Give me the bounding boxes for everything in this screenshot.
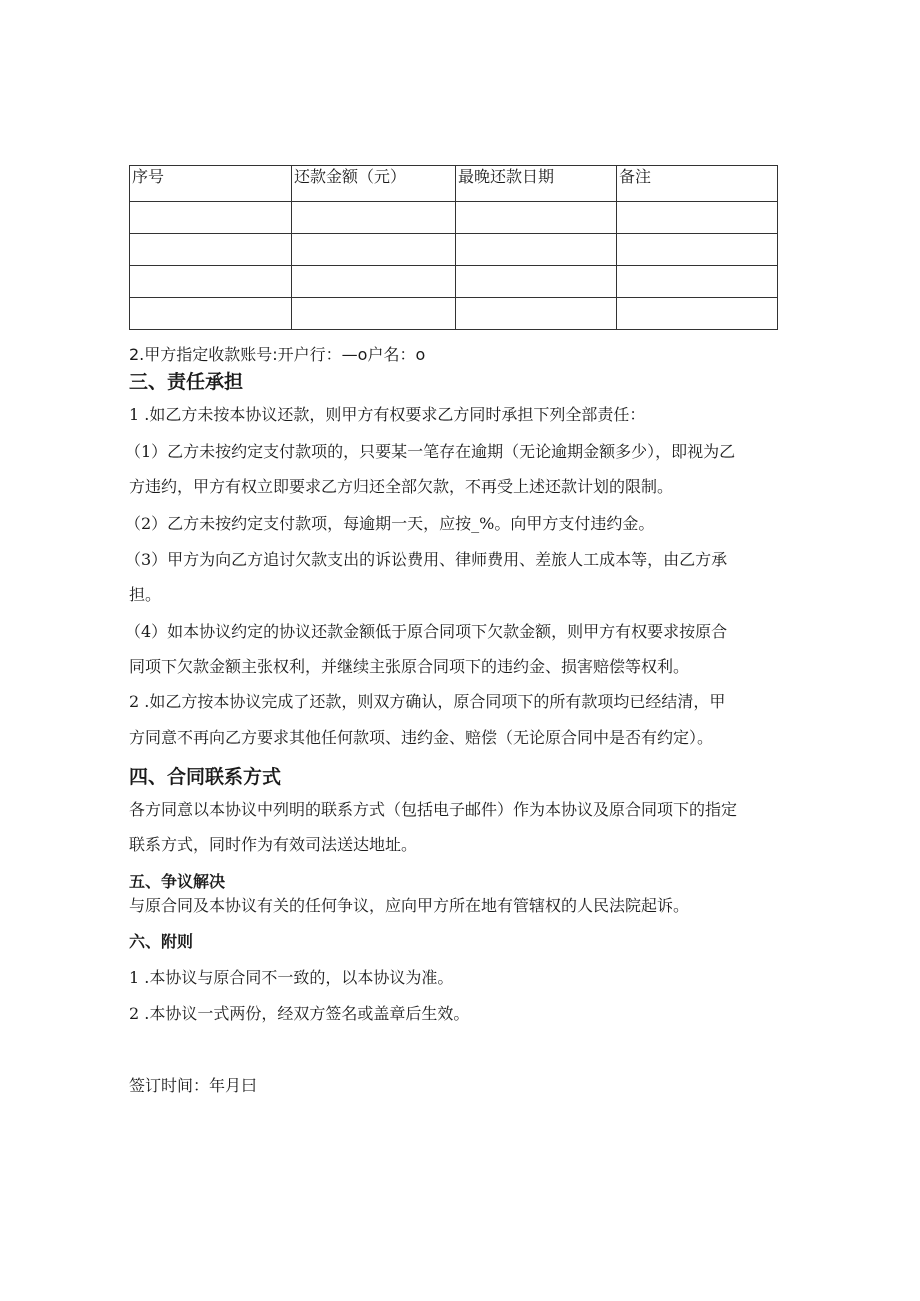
table-cell: [456, 202, 617, 234]
section-6-title: 六、附则: [129, 932, 194, 951]
table-cell: [617, 266, 778, 298]
table-cell: [292, 298, 456, 330]
table-cell: [292, 266, 456, 298]
table-cell: [130, 266, 292, 298]
section-3-sub-4-line-1: （4）如本协议约定的协议还款金额低于原合同项下欠款金额，则甲方有权要求按原合: [125, 622, 728, 641]
table-cell: [617, 298, 778, 330]
section-3-title: 三、责任承担: [129, 371, 244, 393]
table-cell: [130, 298, 292, 330]
section-4-title: 四、合同联系方式: [129, 766, 282, 788]
table-cell: [456, 266, 617, 298]
table-row: [130, 202, 778, 234]
section-4-line-1: 各方同意以本协议中列明的联系方式（包括电子邮件）作为本协议及原合同项下的指定: [129, 800, 738, 819]
table-cell: [292, 234, 456, 266]
table-row: [130, 266, 778, 298]
table-cell: [292, 202, 456, 234]
section-5-line-1: 与原合同及本协议有关的任何争议，应向甲方所在地有管辖权的人民法院起诉。: [129, 896, 690, 915]
section-3-sub-3-line-1: （3）甲方为向乙方追讨欠款支出的诉讼费用、律师费用、差旅人工成本等，由乙方承: [125, 550, 728, 569]
table-cell: [130, 202, 292, 234]
section-3-item-2-line-1: 2 .如乙方按本协议完成了还款，则双方确认，原合同项下的所有款项均已经结清，甲: [129, 692, 726, 711]
table-cell: [617, 234, 778, 266]
table-row: [130, 234, 778, 266]
table-cell: [617, 202, 778, 234]
section-3-sub-2: （2）乙方未按约定支付款项，每逾期一天，应按_%。向甲方支付违约金。: [125, 514, 655, 533]
section-6-item-2: 2 .本协议一式两份，经双方签名或盖章后生效。: [129, 1004, 470, 1023]
section-3-sub-4-line-2: 同项下欠款金额主张权利，并继续主张原合同项下的违约金、损害赔偿等权利。: [129, 657, 690, 676]
header-remarks: 备注: [617, 166, 778, 202]
section-5-title: 五、争议解决: [129, 872, 226, 891]
section-4-line-2: 联系方式，同时作为有效司法送达地址。: [129, 835, 418, 854]
header-serial: 序号: [130, 166, 292, 202]
header-due-date: 最晚还款日期: [456, 166, 617, 202]
section-6-item-1: 1 .本协议与原合同不一致的，以本协议为准。: [129, 968, 454, 987]
table-cell: [130, 234, 292, 266]
section-3-item-1: 1 .如乙方未按本协议还款，则甲方有权要求乙方同时承担下列全部责任：: [129, 405, 646, 424]
section-3-sub-1-line-2: 方违约，甲方有权立即要求乙方归还全部欠款，不再受上述还款计划的限制。: [129, 477, 674, 496]
table-cell: [456, 234, 617, 266]
table-cell: [456, 298, 617, 330]
section-3-sub-1-line-1: （1）乙方未按约定支付款项的，只要某一笔存在逾期（无论逾期金额多少），即视为乙: [125, 442, 736, 461]
section-3-sub-3-line-2: 担。: [129, 585, 162, 604]
table-row: [130, 298, 778, 330]
payee-account-line: 2.甲方指定收款账号:开户行：—o户名：o: [129, 345, 426, 364]
header-amount: 还款金额（元）: [292, 166, 456, 202]
signing-date: 签订时间：年月曰: [129, 1076, 258, 1095]
table-header-row: [130, 166, 778, 202]
section-3-item-2-line-2: 方同意不再向乙方要求其他任何款项、违约金、赔偿（无论原合同中是否有约定）。: [129, 728, 714, 747]
repayment-schedule-table: [129, 165, 778, 330]
